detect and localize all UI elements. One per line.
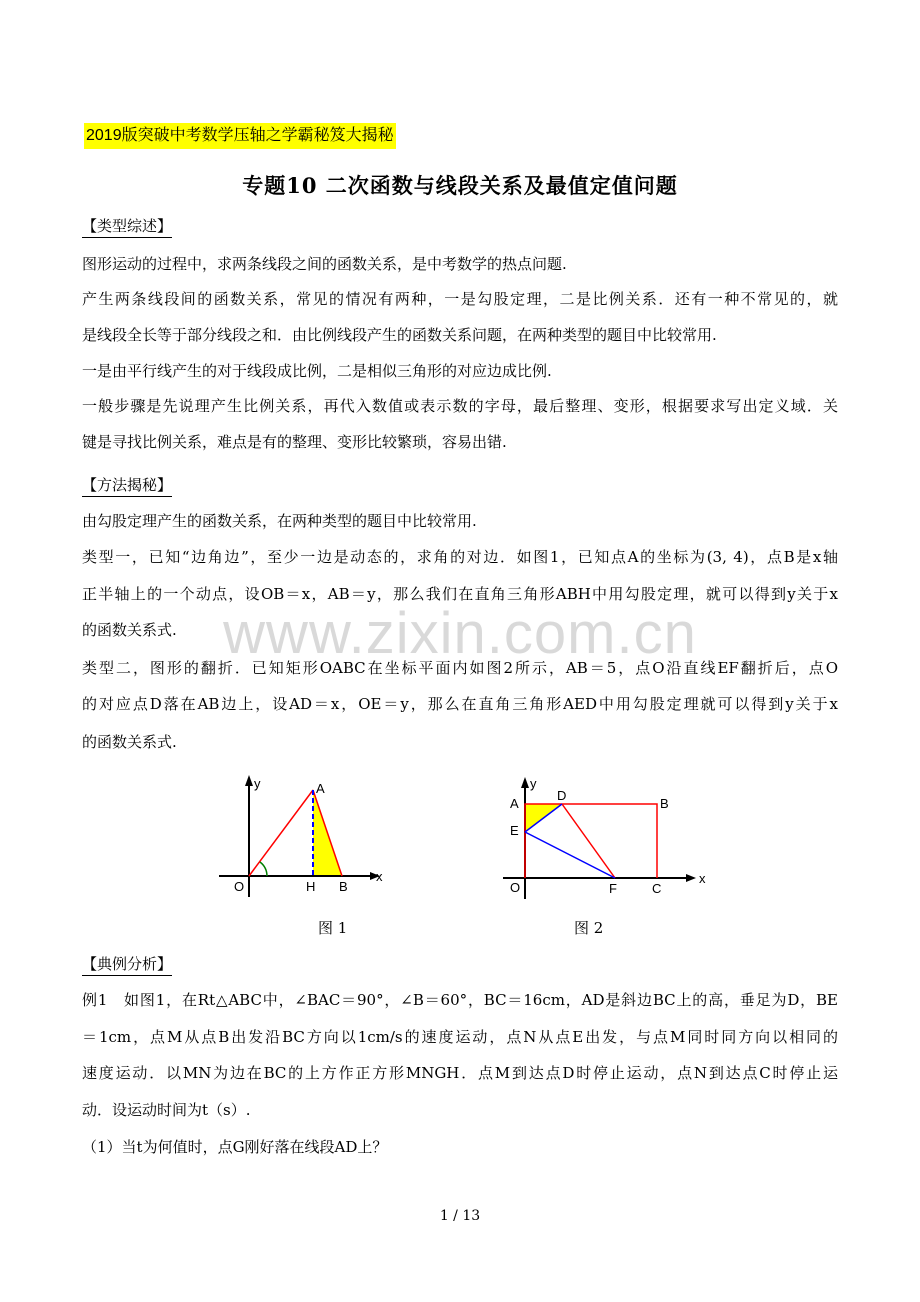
series-header: 2019版突破中考数学压轴之学霸秘笈大揭秘 [84,123,396,149]
point-label: O [510,880,521,895]
point-label: y [530,776,537,791]
text-line: 键是寻找比例关系，难点是有的整理、变形比较繁琐，容易出错. [82,433,507,451]
point-label: B [339,879,348,894]
point-label: A [316,781,325,796]
text-line: 例1 如图1，在Rt△ABC中，∠BAC＝90°，∠B＝60°，BC＝16cm，AD是斜边BC上的高，垂足为D，BE [82,991,838,1009]
text-line: ＝1cm，点M从点B出发沿BC方向以1cm/s的速度运动，点N从点E出发，与点M同时同方向以相同的 [82,1028,838,1046]
text-line: 类型二，图形的翻折．已知矩形OABC在坐标平面内如图2所示，AB＝5，点O沿直线EF翻折后，点O [82,659,838,677]
page-title: 专题10 二次函数与线段关系及最值定值问题 [242,173,678,198]
text-line: 动．设运动时间为t（s）. [82,1101,251,1119]
figure-2-caption: 图 2 [574,919,604,937]
point-label: x [699,871,706,886]
point-label: D [557,788,567,803]
point-label: A [510,796,519,811]
point-label: B [660,796,669,811]
text-line: 速度运动．以MN为边在BC的上方作正方形MNGH．点M到达点D时停止运动，点N到达点C时停止运 [82,1064,838,1082]
point-label: O [234,879,245,894]
section-overview: 【类型综述】 [82,216,172,238]
figure-1 [219,775,383,897]
point-label: H [306,879,316,894]
section-example: 【典例分析】 [82,954,172,976]
text-line: 由勾股定理产生的函数关系，在两种类型的题目中比较常用. [82,512,477,530]
figure-2 [503,776,706,899]
point-label: x [376,869,383,884]
text-line: 图形运动的过程中，求两条线段之间的函数关系，是中考数学的热点问题. [82,255,567,273]
page-number: 1 / 13 [439,1208,481,1224]
text-line: 产生两条线段间的函数关系，常见的情况有两种，一是勾股定理，二是比例关系．还有一种不常见的，就 [82,290,838,308]
point-label: F [609,881,617,896]
text-line: 正半轴上的一个动点，设OB＝x，AB＝y，那么我们在直角三角形ABH中用勾股定理，就可以得到y关于x [82,585,838,603]
text-line: 类型一，已知“边角边”，至少一边是动态的，求角的对边．如图1，已知点A的坐标为(3, 4)，点B是x轴 [82,548,838,566]
text-line: 的函数关系式. [82,733,177,751]
text-line: 一是由平行线产生的对于线段成比例，二是相似三角形的对应边成比例. [82,362,552,380]
text-line: （1）当t为何值时，点G刚好落在线段AD上？ [82,1138,388,1156]
point-label: C [652,881,662,896]
watermark: www.zixin.com.cn [223,601,697,666]
text-line: 的对应点D落在AB边上，设AD＝x，OE＝y，那么在直角三角形AED中用勾股定理就可以得到y关于x [82,695,838,713]
point-label: y [254,776,261,791]
text-line: 一般步骤是先说理产生比例关系，再代入数值或表示数的字母，最后整理、变形，根据要求写出定义域．关 [82,397,838,415]
section-method: 【方法揭秘】 [82,475,172,497]
text-line: 的函数关系式. [82,621,177,639]
text-line: 是线段全长等于部分线段之和．由比例线段产生的函数关系问题，在两种类型的题目中比较常用. [82,326,717,344]
figure-1-caption: 图 1 [318,919,348,937]
point-label: E [510,823,519,838]
